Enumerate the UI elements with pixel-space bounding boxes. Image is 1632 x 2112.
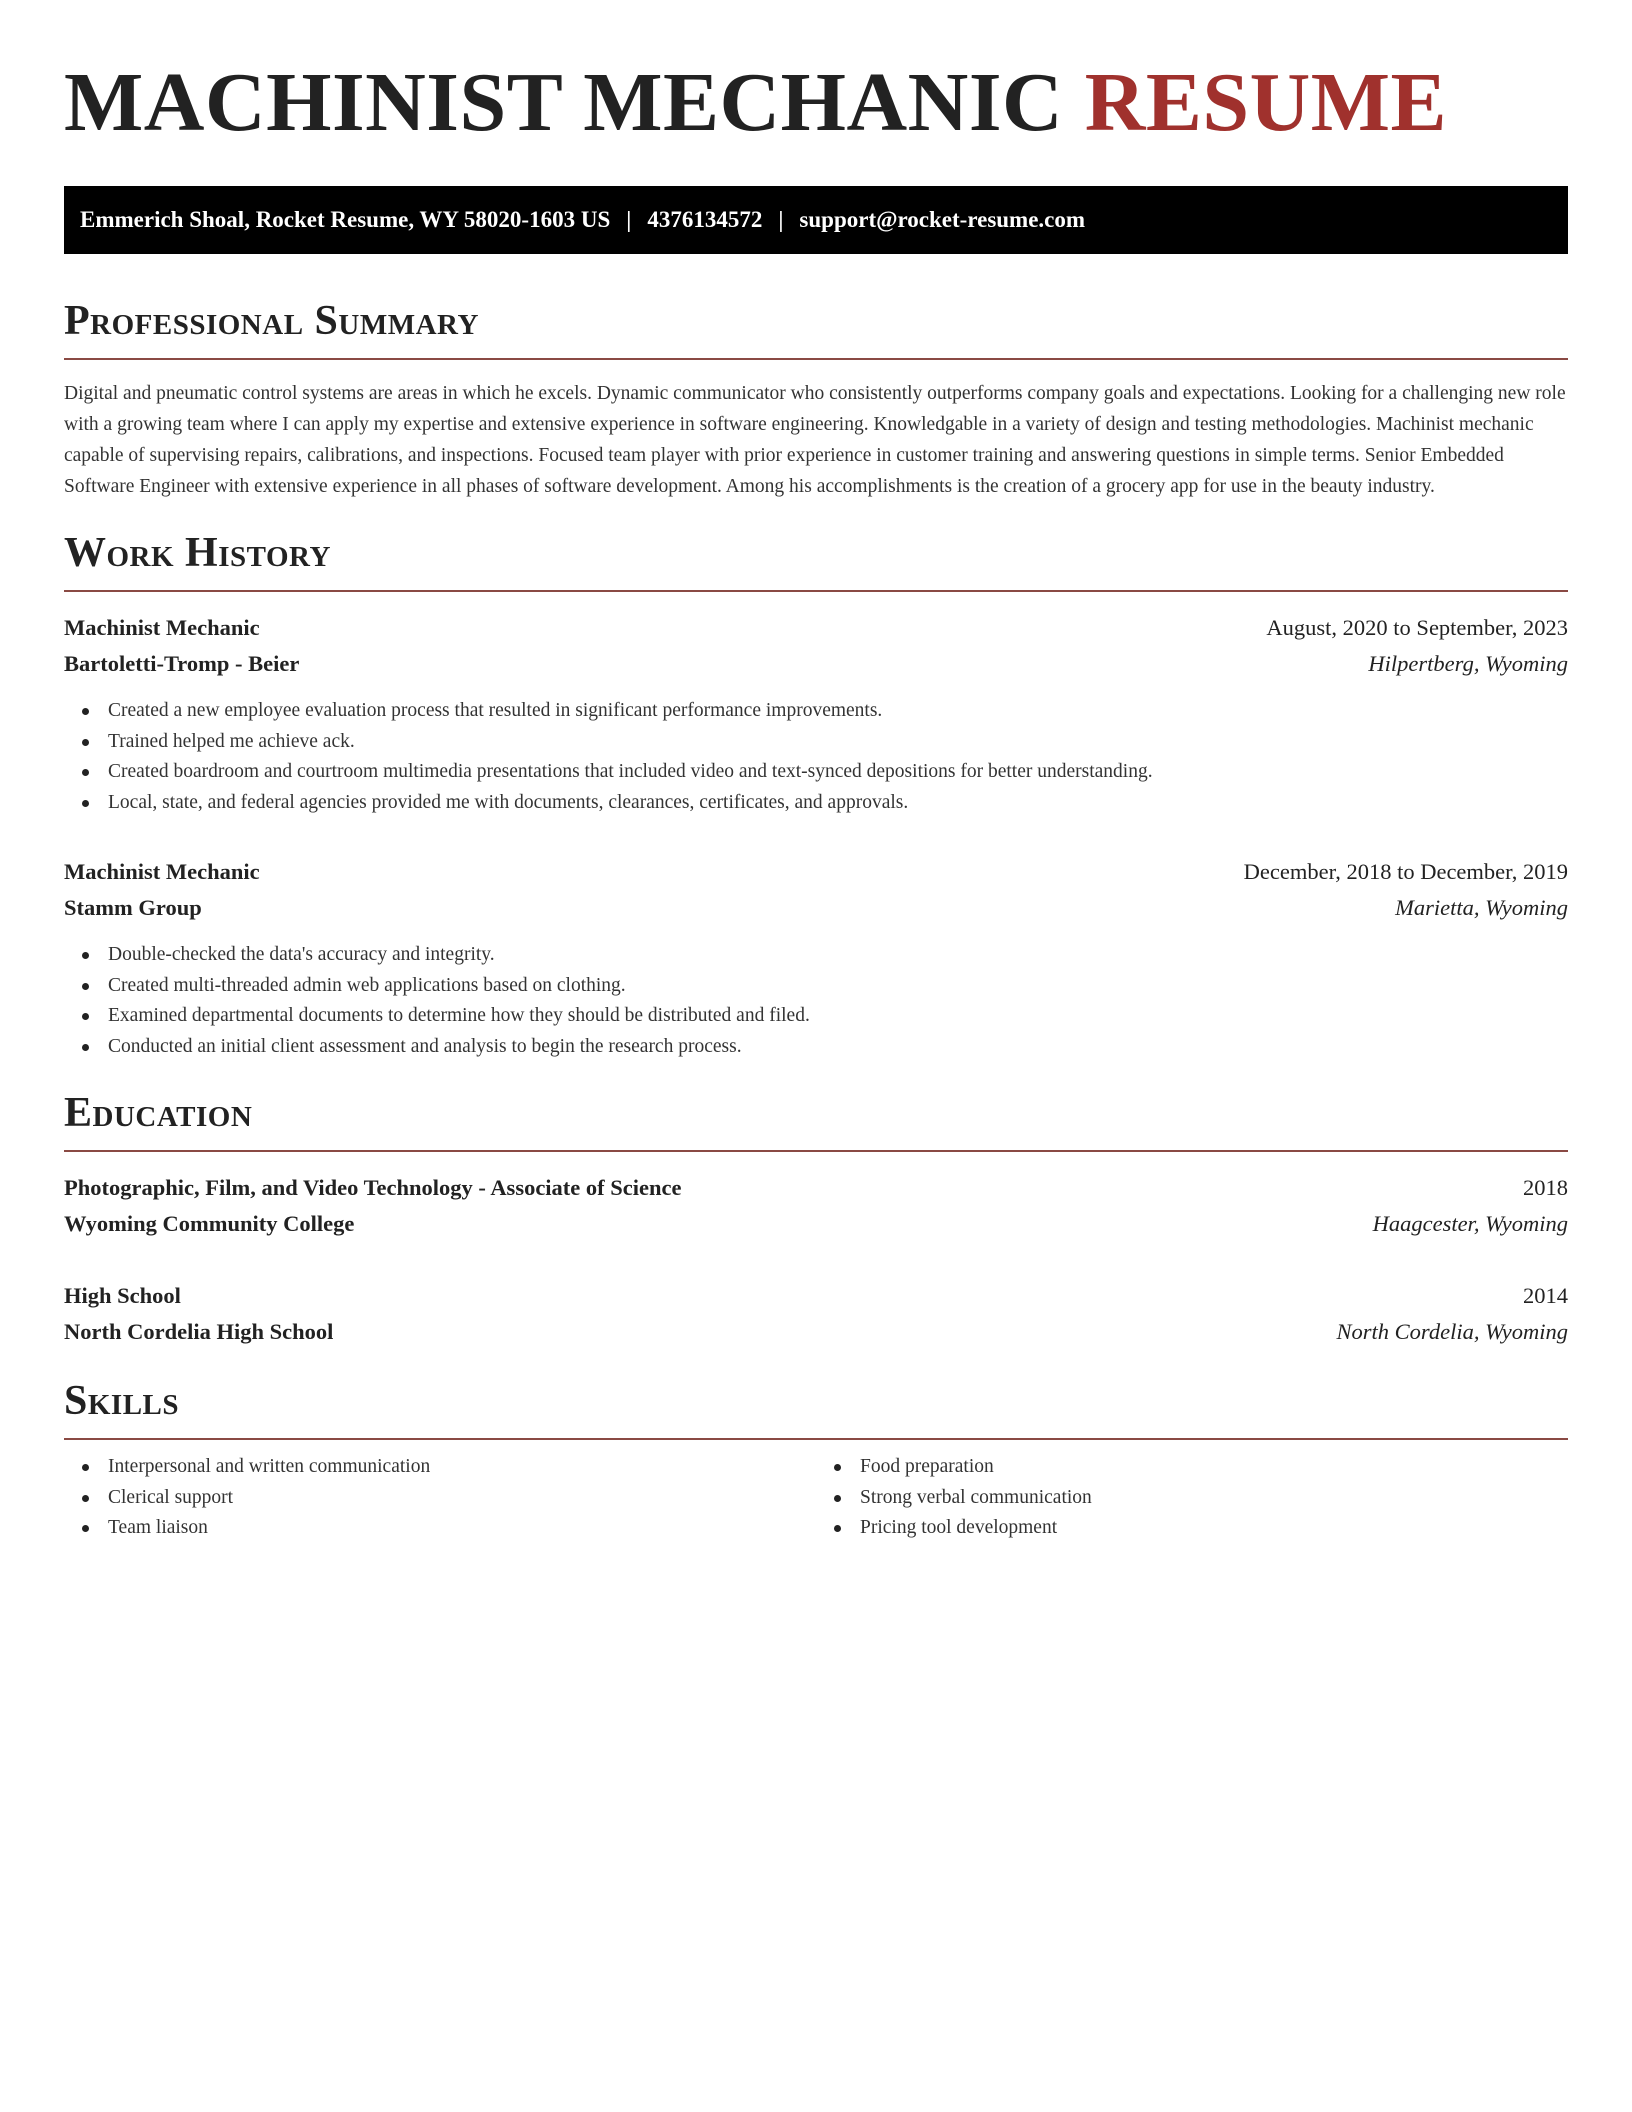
job-dates: August, 2020 to September, 2023 xyxy=(1266,615,1568,640)
job-title-row xyxy=(64,610,1568,646)
skills-list xyxy=(816,1452,1568,1544)
list-item xyxy=(82,1001,1568,1032)
bullet-icon xyxy=(82,1464,89,1471)
job-entry xyxy=(64,854,1568,1062)
list-item xyxy=(82,757,1568,788)
bullet-icon xyxy=(82,1013,89,1020)
contact-bar xyxy=(64,186,1568,254)
bullet-icon xyxy=(834,1464,841,1471)
education-year: 2018 xyxy=(1523,1175,1568,1200)
job-bullet-text: Created boardroom and courtroom multimedia presentations that included video and text-synced depositions for better understanding. xyxy=(108,761,1153,782)
list-item xyxy=(834,1513,1568,1544)
skill-text: Interpersonal and written communication xyxy=(108,1456,431,1477)
list-item xyxy=(82,1032,1568,1063)
job-bullet-text: Double-checked the data's accuracy and integrity. xyxy=(108,944,495,965)
skill-text: Pricing tool development xyxy=(860,1517,1058,1538)
bullet-icon xyxy=(82,769,89,776)
education-section xyxy=(64,1088,1568,1350)
summary-text: Digital and pneumatic control systems are areas in which he excels. Dynamic communicator who consistently outperforms company goals and expectations. Looking for a challenging new role with a growing team where I can apply my expertise and extensive experience in software engineering. Knowledgable in a variety of design and testing methodologies. Machinist mechanic capable of supervising repairs, calibrations, and inspections. Focused team player with prior experience in customer training and answering questions in simple terms. Senior Embedded Software Engineer with extensive experience in all phases of software development. Among his accomplishments is the creation of a grocery app for use in the beauty industry. xyxy=(64,383,1566,497)
bullet-icon xyxy=(834,1495,841,1502)
resume-title xyxy=(64,48,1568,158)
skill-text: Food preparation xyxy=(860,1456,994,1477)
job-bullet-text: Created multi-threaded admin web applications based on clothing. xyxy=(108,974,626,996)
summary-heading: Professional Summary xyxy=(64,296,1568,360)
education-location: Haagcester, Wyoming xyxy=(1372,1211,1568,1236)
job-bullet-text: Local, state, and federal agencies provided me with documents, clearances, certificates, and approvals. xyxy=(108,791,909,813)
skill-text: Clerical support xyxy=(108,1486,234,1508)
bullet-icon xyxy=(82,1525,89,1532)
skills-column-left xyxy=(64,1452,816,1544)
list-item xyxy=(82,727,1568,758)
contact-email: support@rocket-resume.com xyxy=(799,207,1086,232)
title-accent: RESUME xyxy=(1084,56,1448,149)
job-bullet-text: Trained helped me achieve ack. xyxy=(108,730,355,752)
skills-heading: Skills xyxy=(64,1376,1568,1440)
list-item xyxy=(834,1452,1568,1483)
education-school-row xyxy=(64,1314,1568,1350)
work-history-section xyxy=(64,528,1568,1062)
list-item xyxy=(82,696,1568,727)
bullet-icon xyxy=(82,1495,89,1502)
education-degree-row xyxy=(64,1278,1568,1314)
education-entry xyxy=(64,1170,1568,1242)
skills-column-right xyxy=(816,1452,1568,1544)
job-bullet-text: Examined departmental documents to determine how they should be distributed and filed. xyxy=(108,1005,810,1026)
job-title-row xyxy=(64,854,1568,890)
education-location: North Cordelia, Wyoming xyxy=(1336,1319,1568,1344)
education-school: Wyoming Community College xyxy=(64,1211,355,1236)
job-location: Hilpertberg, Wyoming xyxy=(1368,651,1568,676)
job-entry xyxy=(64,610,1568,818)
education-degree: Photographic, Film, and Video Technology - Associate of Science xyxy=(64,1175,682,1200)
education-degree: High School xyxy=(64,1283,181,1308)
skills-section xyxy=(64,1376,1568,1544)
title-main: MACHINIST MECHANIC xyxy=(64,56,1064,149)
job-title: Machinist Mechanic xyxy=(64,615,260,640)
education-entry xyxy=(64,1278,1568,1350)
list-item xyxy=(82,788,1568,819)
work-history-heading: Work History xyxy=(64,528,1568,592)
bullet-icon xyxy=(82,983,89,990)
bullet-icon xyxy=(82,800,89,807)
contact-separator: | xyxy=(778,207,784,232)
contact-address: Emmerich Shoal, Rocket Resume, WY 58020-1603 US xyxy=(80,207,611,232)
list-item xyxy=(82,1452,816,1483)
skills-list xyxy=(64,1452,816,1544)
job-title: Machinist Mechanic xyxy=(64,859,260,884)
bullet-icon xyxy=(82,952,89,959)
job-dates: December, 2018 to December, 2019 xyxy=(1243,859,1568,884)
list-item xyxy=(82,971,1568,1002)
job-company: Bartoletti-Tromp - Beier xyxy=(64,651,300,676)
contact-separator: | xyxy=(626,207,632,232)
education-degree-row xyxy=(64,1170,1568,1206)
job-company-row xyxy=(64,890,1568,926)
list-item xyxy=(82,1513,816,1544)
bullet-icon xyxy=(834,1525,841,1532)
job-location: Marietta, Wyoming xyxy=(1395,895,1568,920)
education-year: 2014 xyxy=(1523,1283,1568,1308)
job-company: Stamm Group xyxy=(64,895,202,920)
job-company-row xyxy=(64,646,1568,682)
job-bullet-list xyxy=(64,696,1568,818)
education-school: North Cordelia High School xyxy=(64,1319,334,1344)
bullet-icon xyxy=(82,1044,89,1051)
job-bullet-list xyxy=(64,940,1568,1062)
bullet-icon xyxy=(82,739,89,746)
job-bullet-text: Created a new employee evaluation process that resulted in significant performance improvements. xyxy=(108,700,883,721)
education-heading: Education xyxy=(64,1088,1568,1152)
education-school-row xyxy=(64,1206,1568,1242)
summary-section xyxy=(64,296,1568,502)
contact-phone: 4376134572 xyxy=(647,207,763,232)
skill-text: Team liaison xyxy=(108,1517,208,1538)
skills-grid xyxy=(64,1452,1568,1544)
list-item xyxy=(82,1483,816,1514)
list-item xyxy=(834,1483,1568,1514)
bullet-icon xyxy=(82,708,89,715)
list-item xyxy=(82,940,1568,971)
skill-text: Strong verbal communication xyxy=(860,1486,1092,1508)
job-bullet-text: Conducted an initial client assessment and analysis to begin the research process. xyxy=(108,1035,742,1057)
